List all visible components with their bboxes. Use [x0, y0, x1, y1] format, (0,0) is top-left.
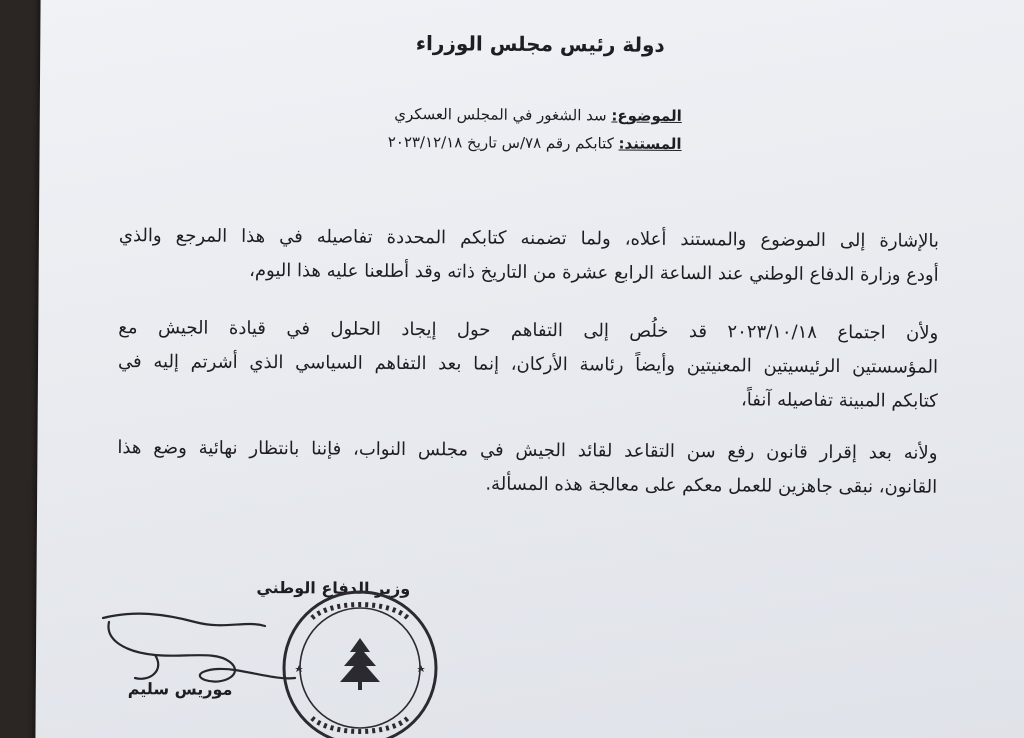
addressee-heading: دولة رئيس مجلس الوزراء: [415, 31, 665, 57]
paragraph3-line2: القانون، نبقى جاهزين للعمل معكم على معالجة هذه المسألة.: [485, 473, 938, 498]
official-seal: [272, 588, 452, 738]
reference-label: المستند:: [618, 134, 682, 153]
subject-line: [394, 105, 682, 125]
signatory-name: موريس سليم: [127, 679, 233, 699]
paragraph2-line3: كتابكم المبينة تفاصيله آنفاً،: [740, 389, 938, 412]
paragraph1-line1: بالإشارة إلى الموضوع والمستند أعلاه، ولما تضمنه كتابكم المحددة تفاصيله في هذا المرجع والذي: [118, 225, 939, 252]
subject-label: الموضوع:: [611, 106, 682, 125]
seal-star-left: [295, 665, 303, 672]
cedar-icon: [340, 638, 380, 690]
reference-line: [388, 133, 682, 153]
reference-value: كتابكم رقم ٧٨/س تاريخ ٢٠٢٣/١٢/١٨: [387, 132, 619, 153]
paragraph2-line2: المؤسستين الرئيسيتين المعنيتين وأيضاً رئاسة الأركان، إنما بعد التفاهم السياسي الذي أشرتم إليه في: [117, 351, 939, 378]
seal-star-right: [417, 665, 425, 672]
subject-value: سد الشغور في المجلس العسكري: [394, 104, 612, 125]
signatory-title: وزير الدفاع الوطني: [256, 578, 411, 599]
paragraph3-line1: ولأنه بعد إقرار قانون رفع سن التقاعد لقائد الجيش في مجلس النواب، فإننا بانتظار نهائية وضع هذا: [117, 437, 938, 464]
paragraph1-line2: أودع وزارة الدفاع الوطني عند الساعة الرابع عشرة من التاريخ ذاته وقد أطلعنا عليه هذا اليوم،: [249, 259, 939, 286]
paragraph2-line1: ولأن اجتماع ٢٠٢٣/١٠/١٨ قد خلُص إلى التفاهم حول إيجاد الحلول في قيادة الجيش مع: [118, 317, 939, 344]
